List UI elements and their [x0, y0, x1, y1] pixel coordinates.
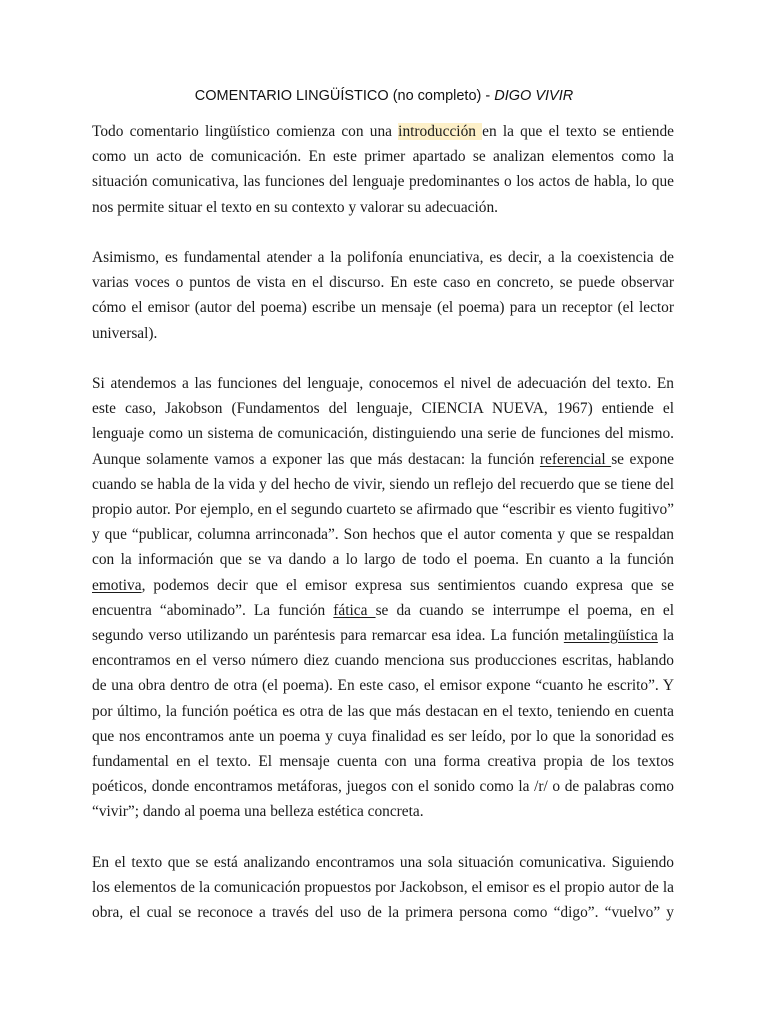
title-main: COMENTARIO LINGÜÍSTICO (no completo) -	[194, 88, 495, 104]
underlined-term-fatica: fática	[333, 601, 376, 619]
highlighted-term: introducción	[398, 123, 483, 140]
paragraph-communicative-situation: En el texto que se está analizando encontramos una sola situación comunicativa. Siguiendo los elementos de la comunicación propuestos por Jackobson, el emisor es el propio autor de la obra, el cual se reconoce a través del uso de la primera persona como “digo”. “vuelvo” y	[92, 853, 674, 922]
underlined-term-referencial: referencial	[539, 450, 612, 468]
document-body	[92, 119, 674, 925]
paragraph-polyphony: Asimismo, es fundamental atender a la polifonía enunciativa, es decir, a la coexistencia de varias voces o puntos de vista en el discurso. En este caso en concreto, se puede observar cómo el emisor (autor del poema) escribe un mensaje (el poema) para un receptor (el lector universal).	[92, 249, 674, 342]
paragraph-text: , podemos decir que el emisor expresa sus sentimientos cuando expresa que se encuentra “abominado”. La función	[92, 576, 674, 619]
paragraph-text: se expone cuando se habla de la vida y del hecho de vivir, siendo un reflejo del recuerdo que se tiene del propio autor. Por ejemplo, en el segundo cuarteto se afirmado que “escribir es viento fugitivo” y que “publicar, columna arrinconada”. Son hechos que el autor comenta y que se respaldan con la información que se va dando a lo largo de todo el poema. En cuanto a la función	[92, 450, 674, 569]
paragraph-text: en la que el texto se entiende como un acto de comunicación. En este primer apartado se analizan elementos como la situación comunicativa, las funciones del lenguaje predominantes o los actos de habla, lo que nos permite situar el texto en su contexto y valorar su adecuación.	[92, 123, 674, 216]
paragraph-text: se da cuando se interrumpe el poema, en el segundo verso utilizando un paréntesis para remarcar esa idea. La función	[92, 601, 674, 645]
paragraph-introduction	[92, 119, 674, 220]
underlined-term-emotiva: emotiva	[92, 576, 142, 594]
document-title	[0, 87, 768, 105]
paragraph-text: la encontramos en el verso número diez cuando menciona sus producciones escritas, hablando de una obra dentro de otra (el poema). En este caso, el emisor expone “cuanto he escrito”. Y por último, la función poética es otra de las que más destacan en el texto, teniendo en cuenta que nos encontramos ante un poema y cuya finalidad es ser leído, por lo que la sonoridad es fundamental en el texto. El mensaje cuenta con una forma creativa propia de los textos poéticos, donde encontramos metáforas, juegos con el sonido como la /r/ o de palabras como “vivir”; dando al poema una belleza estética concreta.	[92, 627, 674, 821]
underlined-term-metalinguistica: metalingüística	[563, 627, 658, 645]
paragraph-language-functions	[92, 371, 674, 825]
title-italic: DIGO VIVIR	[494, 88, 574, 104]
paragraph-text: Todo comentario lingüístico comienza con una	[92, 123, 399, 140]
paragraph-text: Si atendemos a las funciones del lenguaje, conocemos el nivel de adecuación del texto. En este caso, Jakobson (Fundamentos del lenguaje, CIENCIA NUEVA, 1967) entiende el lenguaje como un sistema de comunicación, distinguiendo una serie de funciones del mismo. Aunque solamente vamos a exponer las que más destacan: la función	[92, 375, 674, 468]
